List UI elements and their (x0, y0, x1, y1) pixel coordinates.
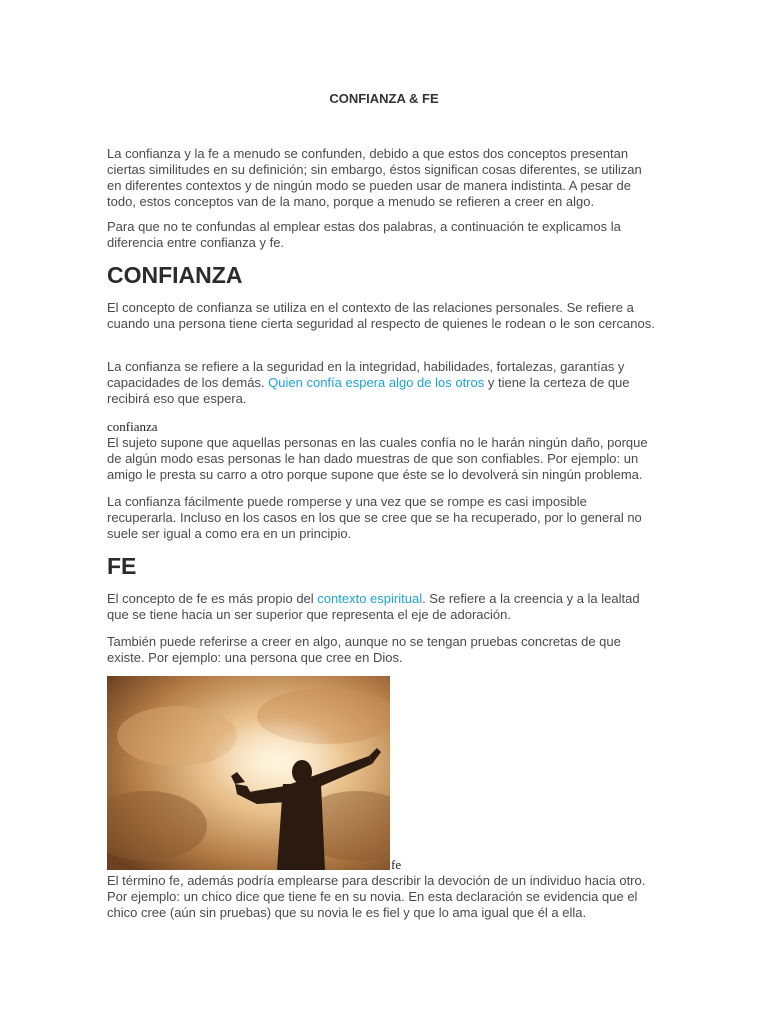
confianza-p2-text-a: La confianza se refiere a la seguridad en la integridad, habilidades, fortalezas, garantías y capacidades de los demás. (107, 359, 625, 390)
confianza-paragraph-4: La confianza fácilmente puede romperse y una vez que se rompe es casi imposible recuperarla. Incluso en los casos en los que se cree que se ha recuperado, por lo general no suele ser igual a como era en un principio. (107, 494, 642, 541)
page-title: CONFIANZA & FE (329, 91, 439, 106)
fe-link[interactable]: contexto espiritual (317, 591, 423, 606)
fe-p1-text-a: El concepto de fe es más propio del (107, 591, 318, 606)
fe-image-caption: fe (391, 857, 402, 872)
fe-p1-text-b: . Se refiere a la creencia y a la lealtad que se tiene hacia un ser superior que representa el eje de adoración. (107, 591, 640, 622)
intro-paragraph-2: Para que no te confundas al emplear estas dos palabras, a continuación te explicamos la diferencia entre confianza y fe. (107, 219, 621, 250)
fe-paragraph-2: También puede referirse a creer en algo, aunque no se tengan pruebas concretas de que existe. Por ejemplo: una persona que cree en Dios. (107, 634, 621, 665)
fe-paragraph-1 (107, 591, 655, 623)
confianza-p2-text-b: y tiene la certeza de que recibirá eso que espera. (107, 375, 630, 406)
confianza-image-caption: confianza (107, 419, 158, 434)
fe-paragraph-3: El término fe, además podría emplearse para describir la devoción de un individuo hacia otro. Por ejemplo: un chico dice que tiene fe en su novia. En esta declaración se evidencia que el chico cree (aún sin pruebas) que su novia le es fiel y que lo ama igual que él a ella. (107, 873, 646, 920)
confianza-link[interactable]: Quien confía espera algo de los otros (268, 375, 485, 390)
faith-photo (107, 676, 390, 870)
confianza-paragraph-2 (107, 359, 655, 407)
confianza-heading: CONFIANZA (107, 262, 243, 288)
confianza-paragraph-3: El sujeto supone que aquellas personas en las cuales confía no le harán ningún daño, porque de algún modo esas personas le han dado muestras de que son confiables. Por ejemplo: un amigo le presta su carro a otro porque supone que éste se lo devolverá sin ningún problema. (107, 435, 648, 482)
intro-paragraph-1: La confianza y la fe a menudo se confunden, debido a que estos dos conceptos presentan ciertas similitudes en su definición; sin embargo, éstos significan cosas diferentes, se utilizan en diferentes contextos y de ningún modo se pueden usar de manera indistinta. A pesar de todo, estos conceptos van de la mano, porque a menudo se refieren a creer en algo. (107, 146, 642, 209)
fe-heading: FE (107, 553, 137, 579)
confianza-paragraph-1: El concepto de confianza se utiliza en el contexto de las relaciones personales. Se refiere a cuando una persona tiene cierta seguridad al respecto de quienes le rodean o le son cercanos. (107, 300, 655, 331)
